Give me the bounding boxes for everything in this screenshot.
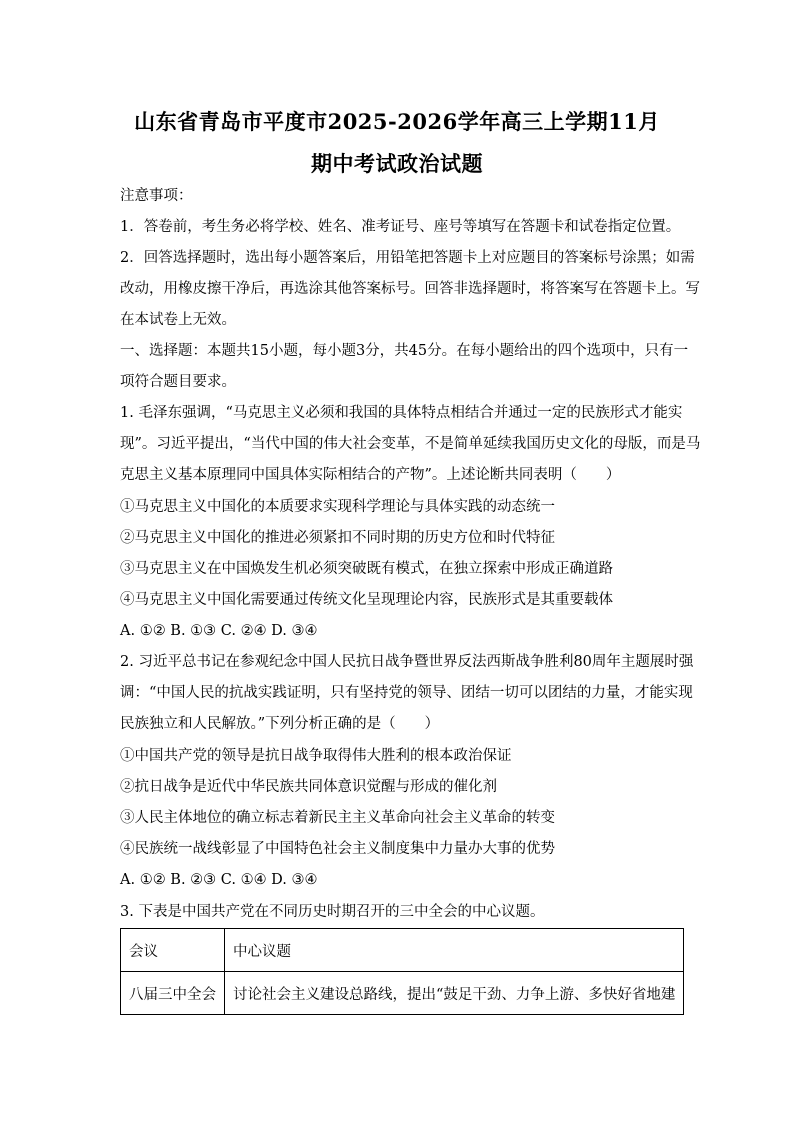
- notice-heading: 注意事项：: [120, 188, 193, 204]
- question-2-option-4: ④民族统一战线彰显了中国特色社会主义制度集中力量办大事的优势: [120, 841, 555, 857]
- question-1-option-1: ①马克思主义中国化的本质要求实现科学理论与具体实践的动态统一: [120, 499, 555, 515]
- question-1-option-2: ②马克思主义中国化的推进必须紧扣不同时期的历史方位和时代特征: [120, 530, 555, 546]
- notice-item-1: 1．答卷前，考生务必将学校、姓名、准考证号、座号等填写在答题卡和试卷指定位置。: [120, 219, 681, 235]
- exam-title-line2: 期中考试政治试题: [311, 151, 483, 176]
- question-2-option-1: ①中国共产党的领导是抗日战争取得伟大胜利的根本政治保证: [120, 748, 512, 764]
- notice-item-2-line3: 在本试卷上无效。: [120, 312, 236, 328]
- question-2-stem-line2: 调：“中国人民的抗战实践证明，只有坚持党的领导、团结一切可以团结的力量，才能实现: [120, 685, 693, 701]
- question-1-stem-line1: 1. 毛泽东强调，“马克思主义必须和我国的具体特点相结合并通过一定的民族形式才能实: [120, 405, 683, 421]
- plenum-topics-table: [120, 928, 684, 1015]
- question-3-intro: 3. 下表是中国共产党在不同历史时期召开的三中全会的中心议题。: [120, 904, 545, 920]
- table-header-topic: 中心议题: [225, 929, 684, 972]
- question-2-option-3: ③人民主体地位的确立标志着新民主主义革命向社会主义革命的转变: [120, 810, 555, 826]
- question-2-option-2: ②抗日战争是近代中华民族共同体意识觉醒与形成的催化剂: [120, 779, 497, 795]
- question-1-answer-choices: A. ①② B. ①③ C. ②④ D. ③④: [120, 623, 318, 639]
- question-2-answer-choices: A. ①② B. ②③ C. ①④ D. ③④: [120, 872, 318, 888]
- question-2-stem-line3: 民族独立和人民解放。”下列分析正确的是（ ）: [120, 716, 440, 732]
- question-1-option-4: ④马克思主义中国化需要通过传统文化呈现理论内容，民族形式是其重要载体: [120, 592, 613, 608]
- table-cell-meeting: 八届三中全会: [121, 972, 225, 1015]
- table-cell-topic: 讨论社会主义建设总路线，提出“鼓足干劲、力争上游、多快好省地建: [225, 972, 684, 1015]
- section-heading-line1: 一、选择题：本题共15小题，每小题3分，共45分。在每小题给出的四个选项中，只有一: [120, 343, 689, 359]
- table-header-meeting: 会议: [121, 929, 225, 972]
- section-heading-line2: 项符合题目要求。: [120, 374, 236, 390]
- notice-item-2-line1: 2．回答选择题时，选出每小题答案后，用铅笔把答题卡上对应题目的答案标号涂黑；如需: [120, 250, 695, 266]
- table-header-row: [121, 929, 684, 972]
- question-2-stem-line1: 2. 习近平总书记在参观纪念中国人民抗日战争暨世界反法西斯战争胜利80周年主题展时强: [120, 654, 694, 670]
- notice-item-2-line2: 改动，用橡皮擦干净后，再选涂其他答案标号。回答非选择题时，将答案写在答题卡上。写: [120, 281, 700, 297]
- exam-title-line1: 山东省青岛市平度市2025-2026学年高三上学期11月: [134, 109, 660, 134]
- table-row: [121, 972, 684, 1015]
- question-1-stem-line3: 克思主义基本原理同中国具体实际相结合的产物”。上述论断共同表明（ ）: [120, 467, 621, 483]
- question-1-stem-line2: 现”。习近平提出，“当代中国的伟大社会变革，不是简单延续我国历史文化的母版，而是马: [120, 436, 701, 452]
- question-1-option-3: ③马克思主义在中国焕发生机必须突破既有模式，在独立探索中形成正确道路: [120, 561, 613, 577]
